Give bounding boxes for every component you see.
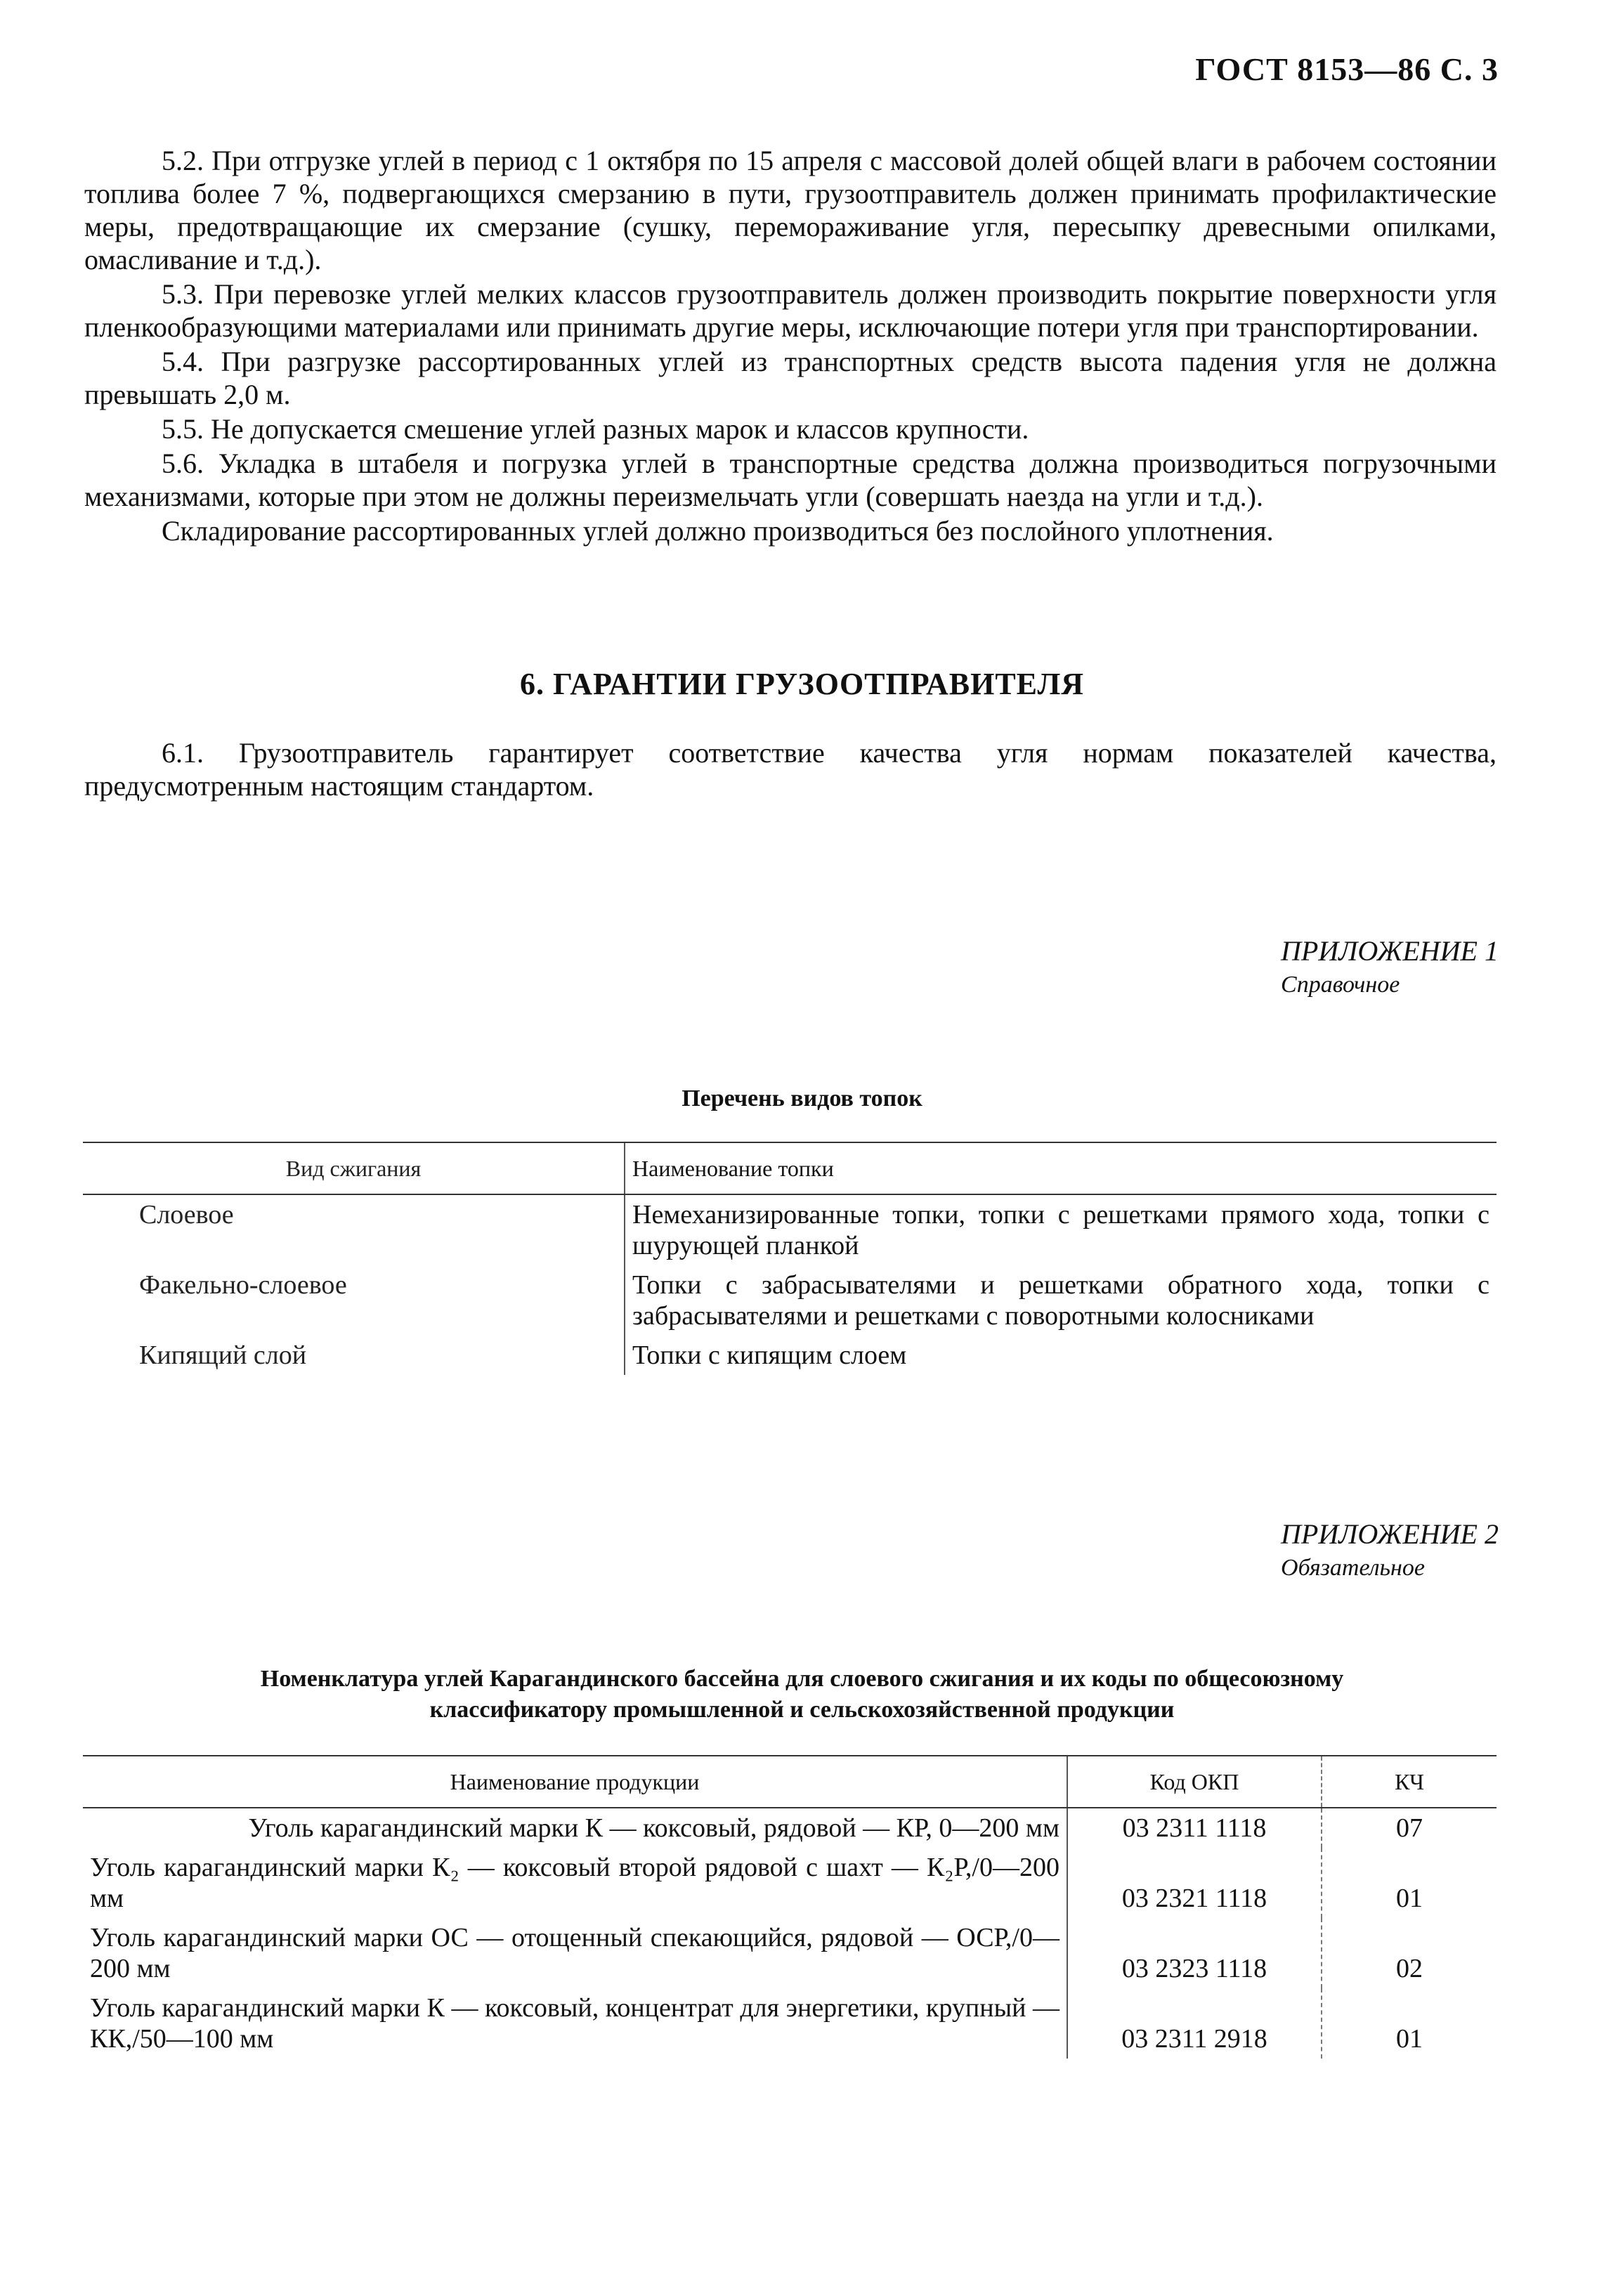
paragraph-5-4: 5.4. При разгрузке рассортированных углей из транспортных средств высота падения угля не должна превышать 2,0 м. — [84, 346, 1497, 410]
kch-value: 02 — [1322, 1918, 1497, 1988]
okp-code: 03 2311 1118 — [1067, 1808, 1322, 1848]
appendix1-label: ПРИЛОЖЕНИЕ 1 — [1281, 935, 1499, 967]
table-row — [83, 1848, 1497, 1918]
section6-text — [84, 736, 1497, 802]
appendix2-table-title-line1: Номенклатура углей Карагандинского бассейна для слоевого сжигания и их коды по общесоюзному — [260, 1666, 1344, 1692]
table-header-row — [83, 1142, 1497, 1194]
paragraph-6-1: 6.1. Грузоотправитель гарантирует соответствие качества угля нормам показателей качества, предусмотренным настоящим стандартом. — [84, 737, 1497, 802]
product-name: Уголь карагандинский марки К — коксовый, концентрат для энергетики, крупный — КК,/50—100 мм — [90, 1993, 1059, 2054]
product-name: Уголь карагандинский марки К₂ — коксовый второй рядовой с шахт — К₂Р,/0—200 мм — [90, 1853, 1059, 1913]
section6-title: 6. ГАРАНТИИ ГРУЗООТПРАВИТЕЛЯ — [519, 667, 1085, 701]
okp-code: 03 2311 2918 — [1067, 1988, 1322, 2059]
furnace-name: Топки с кипящим слоем — [625, 1336, 1497, 1375]
appendix2-status: Обязательное — [1281, 1555, 1425, 1581]
okp-code: 03 2323 1118 — [1067, 1918, 1322, 1988]
appendix1-status: Справочное — [1281, 972, 1400, 998]
paragraph-5-5: 5.5. Не допускается смешение углей разных марок и классов крупности. — [162, 413, 1029, 445]
combustion-type: Кипящий слой — [139, 1341, 307, 1370]
appendix2-table-title-line2: классификатору промышленной и сельскохозяйственной продукции — [429, 1697, 1175, 1723]
table-row — [83, 1988, 1497, 2059]
kch-value: 01 — [1322, 1848, 1497, 1918]
combustion-type: Факельно-слоевое — [139, 1270, 347, 1300]
furnace-types-table — [83, 1142, 1497, 1375]
paragraph-5-3: 5.3. При перевозке углей мелких классов грузоотправитель должен производить покрытие поверхности угля пленкообразующими материалами или принимать другие меры, исключающие потери угля при транспортировании. — [84, 278, 1497, 343]
column-header-furnace: Наименование топки — [625, 1142, 1497, 1194]
appendix1-label-block — [1281, 934, 1499, 1002]
table-row — [83, 1194, 1497, 1265]
furnace-name: Топки с забрасывателями и решетками обратного хода, топки с забрасывателями и решетками с поворотными колосниками — [625, 1265, 1497, 1336]
column-header-kch: КЧ — [1322, 1756, 1497, 1808]
product-name: Уголь карагандинский марки К — коксовый, рядовой — КР, 0—200 мм — [248, 1813, 1059, 1843]
appendix2-label: ПРИЛОЖЕНИЕ 2 — [1281, 1518, 1499, 1550]
appendix2-label-block — [1281, 1518, 1499, 1585]
table-header-row — [83, 1756, 1497, 1808]
okp-code: 03 2321 1118 — [1067, 1848, 1322, 1918]
appendix2-table-title — [0, 1664, 1604, 1726]
column-header-okp-code: Код ОКП — [1067, 1756, 1322, 1808]
coal-nomenclature-table — [83, 1755, 1497, 2059]
column-header-combustion: Вид сжигания — [83, 1142, 625, 1194]
running-header: ГОСТ 8153—86 С. 3 — [1195, 51, 1499, 87]
section5-text — [84, 144, 1497, 549]
table-row — [83, 1918, 1497, 1988]
column-header-product: Наименование продукции — [83, 1756, 1067, 1808]
paragraph-5-6: 5.6. Укладка в штабеля и погрузка углей в транспортные средства должна производиться погрузочными механизмами, которые при этом не должны переизмельчать угли (совершать наезда на угли и т.д.). — [84, 448, 1497, 512]
kch-value: 01 — [1322, 1988, 1497, 2059]
appendix1-table-title: Перечень видов топок — [682, 1085, 922, 1111]
paragraph-5-2: 5.2. При отгрузке углей в период с 1 октября по 15 апреля с массовой долей общей влаги в рабочем состоянии топлива более 7 %, подвергающихся смерзанию в пути, грузоотправитель должен принимать профилактические меры, предотвращающие их смерзание (сушку, перемораживание угля, пересыпку древесными опилками, омасливание и т.д.). — [84, 145, 1497, 275]
product-name: Уголь карагандинский марки ОС — отощенный спекающийся, рядовой — ОСР,/0—200 мм — [90, 1923, 1059, 1983]
furnace-name: Немеханизированные топки, топки с решетками прямого хода, топки с шурующей планкой — [625, 1194, 1497, 1265]
table-row — [83, 1265, 1497, 1336]
table-row — [83, 1336, 1497, 1375]
combustion-type: Слоевое — [139, 1200, 234, 1229]
table-row — [83, 1808, 1497, 1848]
kch-value: 07 — [1322, 1808, 1497, 1848]
paragraph-storage: Складирование рассортированных углей должно производиться без послойного уплотнения. — [162, 515, 1274, 547]
